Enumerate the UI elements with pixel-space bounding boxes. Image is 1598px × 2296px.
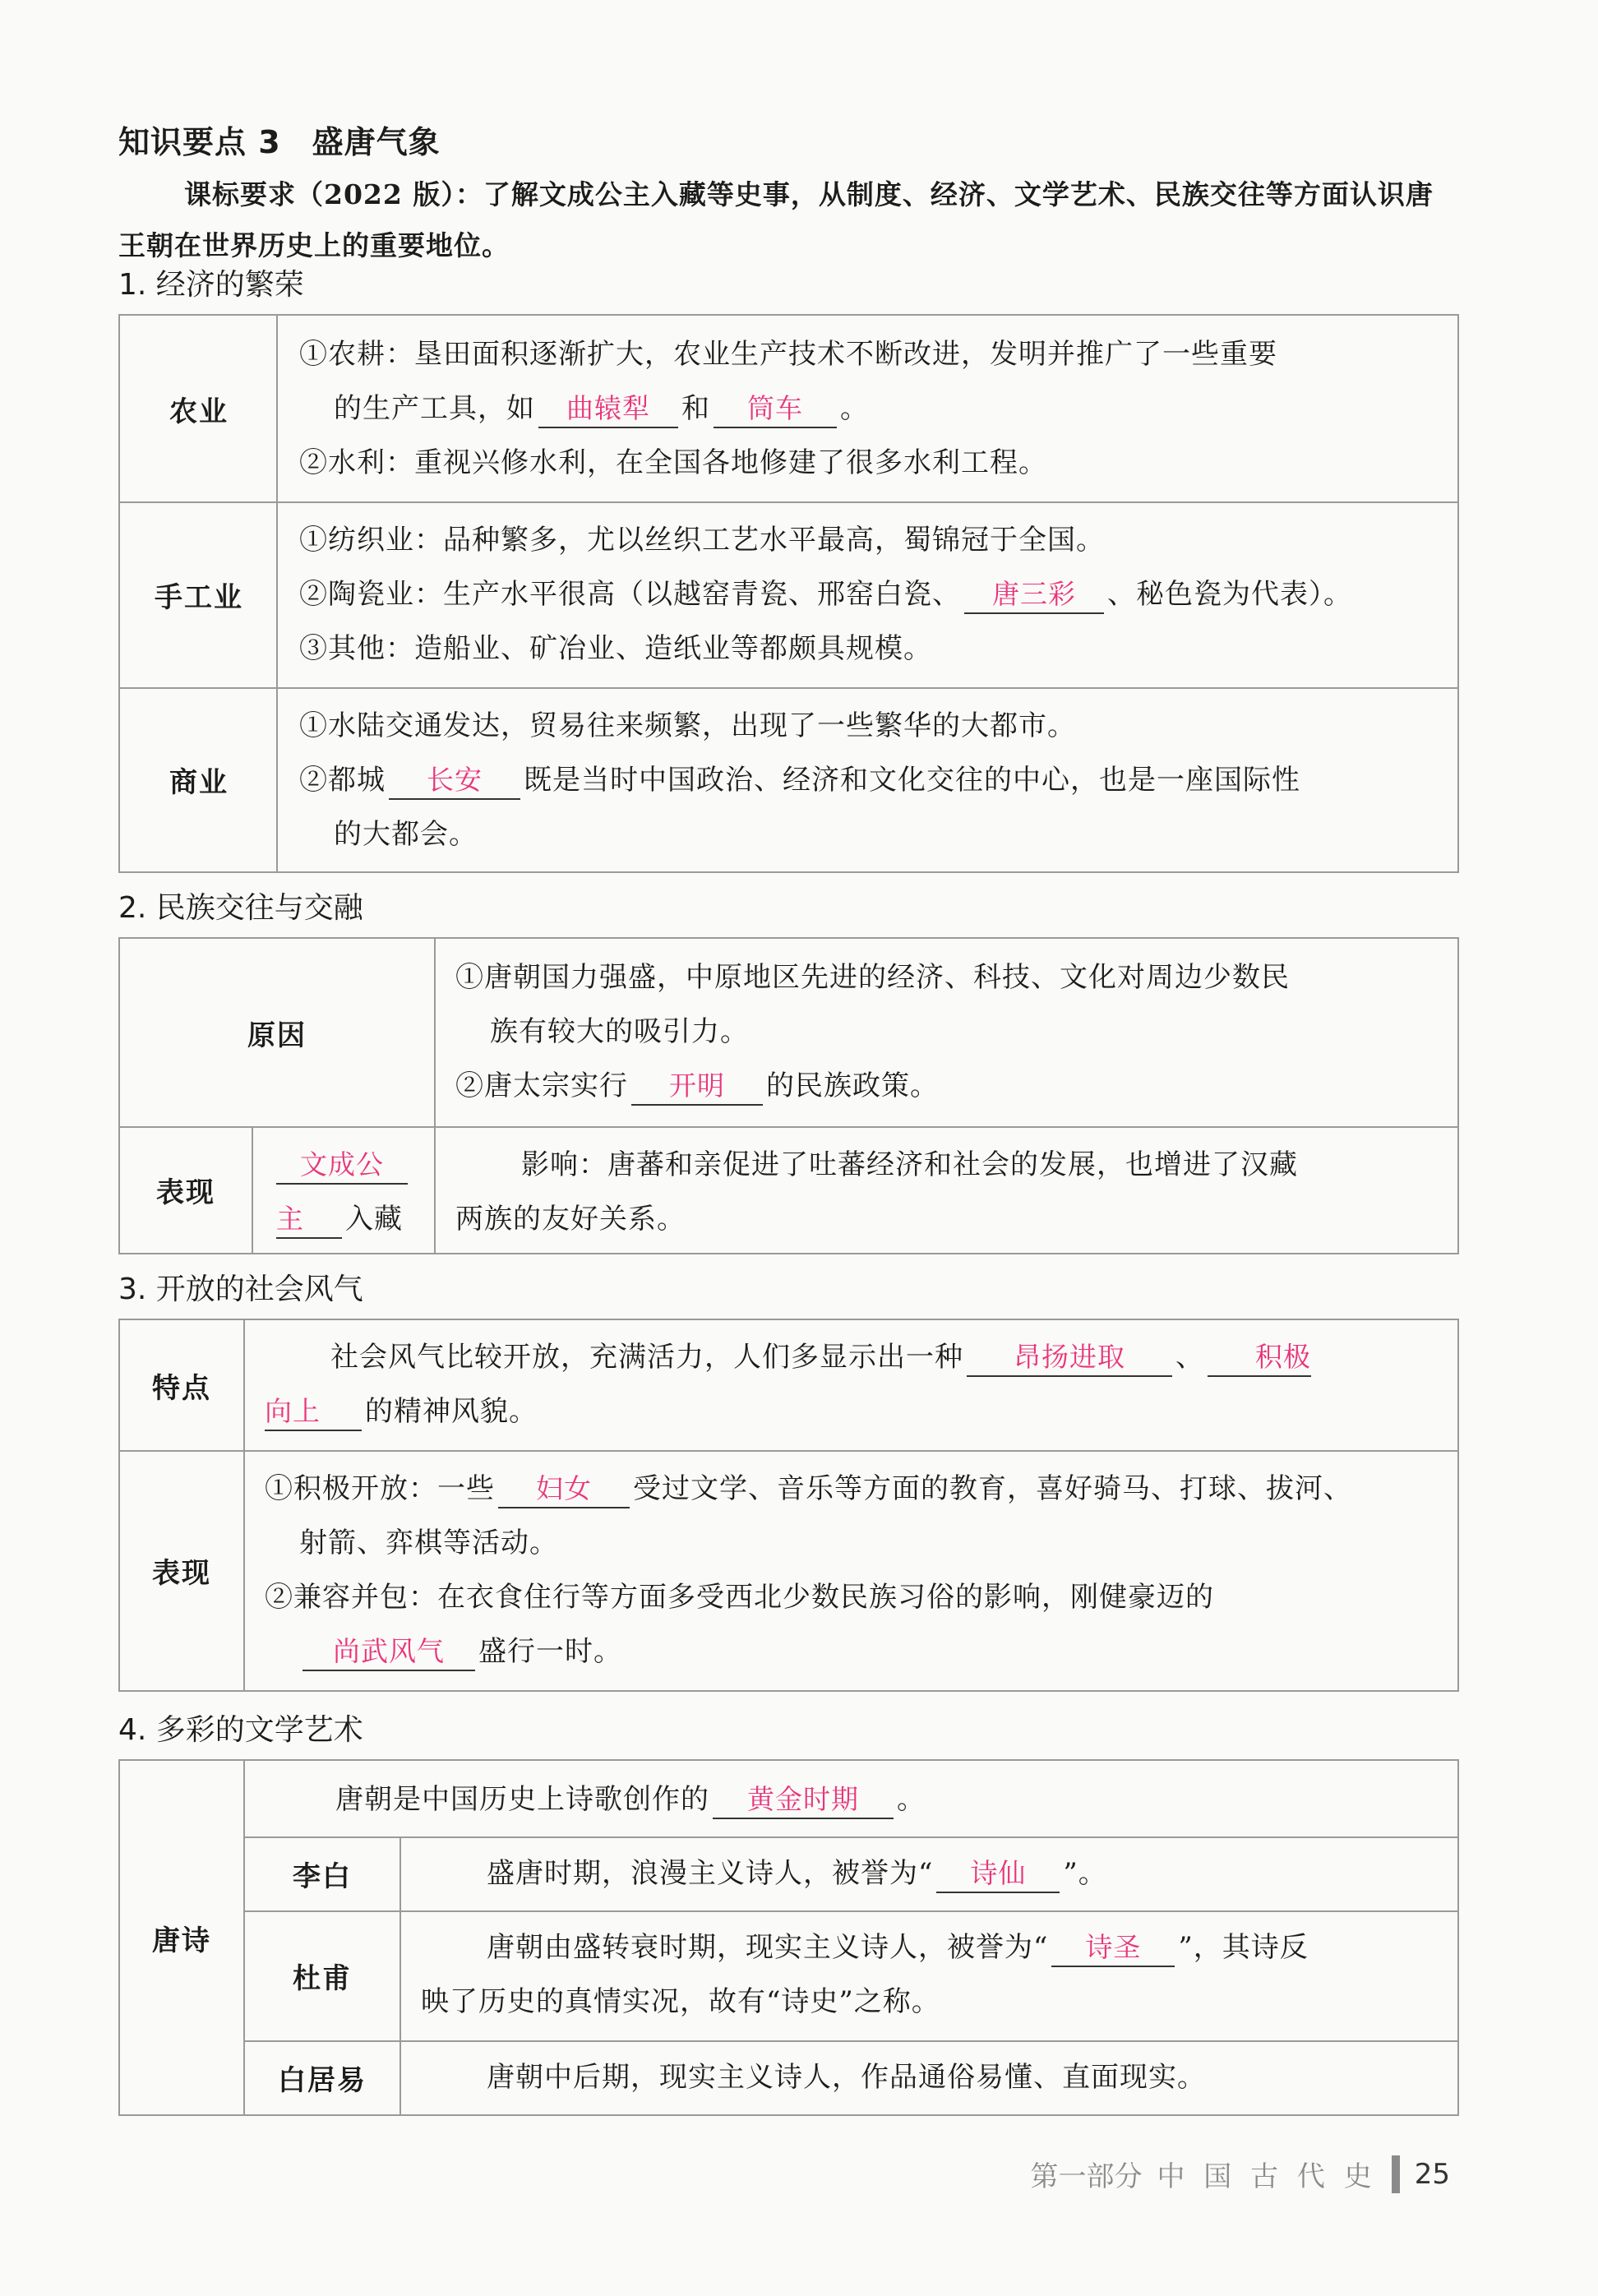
literature-table	[118, 1759, 1459, 2116]
row-label-agriculture: 农业	[169, 395, 229, 428]
libai-content: 盛唐时期，浪漫主义诗人，被誉为“ 诗仙 ”。	[421, 1846, 1448, 1901]
answer-blank: 长安	[389, 762, 520, 800]
answer-blank: 诗圣	[1051, 1929, 1175, 1967]
heading-title: 盛唐气象	[312, 124, 441, 160]
answer-blank: 妇女	[498, 1471, 630, 1508]
row-label-commerce: 商业	[169, 765, 229, 799]
dufu-content: 唐朝由盛转衰时期，现实主义诗人，被誉为“ 诗圣 ”，其诗反 映了历史的真情实况，故有“诗史”之称。	[421, 1931, 1309, 2018]
section-title: 4. 多彩的文学艺术	[118, 1713, 363, 1747]
row-label-manifestation: 表现	[152, 1556, 211, 1590]
handicraft-content: ①纺织业：品种繁多，尤以丝织工艺水平最高，蜀锦冠于全国。 ②陶瓷业：生产水平很高（以越窑青瓷、邢窑白瓷、 唐三彩 、秘色瓷为代表）。 ③其他：造船业、矿冶业、造纸业等都颇具规模。	[299, 524, 1352, 665]
heading-label: 知识要点 3	[118, 124, 281, 160]
poet-name-dufu: 杜甫	[293, 1961, 352, 1995]
section-title: 1. 经济的繁荣	[118, 268, 304, 302]
page-footer	[1031, 2154, 1451, 2194]
golden-age-row: 唐朝是中国历史上诗歌创作的 黄金时期 。	[335, 1772, 1404, 1827]
page-number: 25	[1414, 2157, 1450, 2191]
commerce-content: ①水陆交通发达，贸易往来频繁，出现了一些繁华的大都市。 ②都城 长安 既是当时中国政治、经济和文化交往的中心，也是一座国际性 的大都会。	[299, 709, 1300, 851]
row-label-tang-poetry: 唐诗	[152, 1924, 211, 1957]
answer-blank: 筒车	[714, 390, 837, 428]
answer-blank: 黄金时期	[713, 1781, 894, 1819]
poet-name-baijuyi: 白居易	[278, 2063, 367, 2097]
poet-name-libai: 李白	[293, 1859, 352, 1893]
social-table	[118, 1319, 1459, 1692]
manifestation-content: ①积极开放：一些 妇女 受过文学、音乐等方面的教育，喜好骑马、打球、拔河、 射箭、弈棋等活动。 ②兼容并包：在衣食住行等方面多受西北少数民族习俗的影响，刚健豪迈的 尚武风气 盛行一时。	[265, 1462, 1452, 1679]
row-label-feature: 特点	[152, 1371, 211, 1405]
reason-content: ①唐朝国力强盛，中原地区先进的经济、科技、文化对周边少数民 族有较大的吸引力。 ②唐太宗实行 开明 的民族政策。	[455, 950, 1450, 1113]
answer-blank: 唐三彩	[964, 576, 1104, 614]
answer-blank: 诗仙	[936, 1855, 1060, 1893]
row-label-reason: 原因	[247, 1019, 307, 1052]
answer-blank: 向上	[265, 1393, 362, 1431]
baijuyi-content: 唐朝中后期，现实主义诗人，作品通俗易懂、直面现实。	[487, 2061, 1206, 2094]
answer-blank: 昂扬进取	[967, 1339, 1172, 1377]
answer-blank: 主	[276, 1201, 342, 1239]
answer-blank: 开明	[631, 1068, 763, 1106]
footer-book-title: 中 国 古 代 史	[1157, 2160, 1377, 2193]
feature-content: 社会风气比较开放，充满活力，人们多显示出一种 昂扬进取 、 积极 向上 的精神风貌。	[265, 1330, 1452, 1439]
answer-blank: 尚武风气	[303, 1633, 475, 1671]
ethnic-table	[118, 937, 1459, 1254]
answer-blank: 积极	[1208, 1339, 1311, 1377]
answer-blank: 文成公	[276, 1147, 408, 1185]
row-label-manifestation: 表现	[156, 1176, 215, 1209]
section-title: 2. 民族交往与交融	[118, 891, 363, 925]
footer-divider	[1392, 2155, 1400, 2193]
wencheng-answer: 文成公 主 入藏	[273, 1138, 429, 1246]
economy-table	[118, 314, 1459, 873]
footer-part: 第一部分	[1030, 2160, 1143, 2193]
knowledge-heading	[118, 117, 441, 162]
answer-blank: 曲辕犁	[538, 390, 678, 428]
row-label-handicraft: 手工业	[155, 580, 243, 614]
influence-content: 影响：唐蕃和亲促进了吐蕃经济和社会的发展，也增进了汉藏 两族的友好关系。	[455, 1148, 1298, 1236]
agriculture-content: ①农耕：垦田面积逐渐扩大，农业生产技术不断改进，发明并推广了一些重要 的生产工具，如 曲辕犁 和 筒车 。 ②水利：重视兴修水利，在全国各地修建了很多水利工程。	[299, 338, 1277, 479]
section-title: 3. 开放的社会风气	[118, 1273, 363, 1306]
curriculum-requirement: 课标要求（2022 版）：了解文成公主入藏等史事，从制度、经济、文学艺术、民族交往等方面认识唐王朝在世界历史上的重要地位。	[118, 178, 1434, 261]
